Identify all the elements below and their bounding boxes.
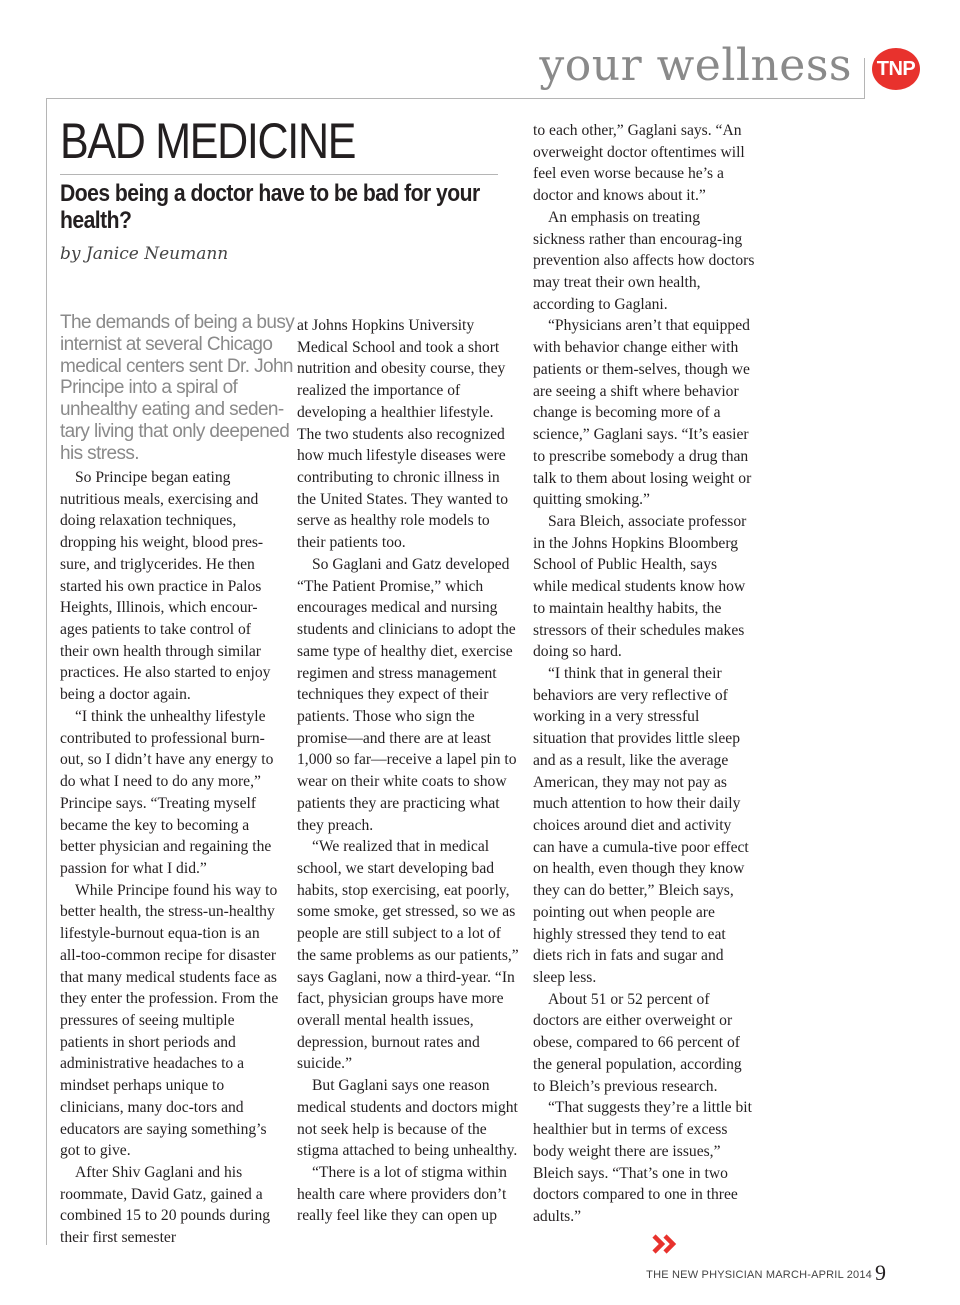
body-column-3 bbox=[533, 120, 755, 1228]
page-margin-rule bbox=[46, 98, 47, 1245]
body-column-1 bbox=[60, 467, 280, 1249]
page-number: 9 bbox=[875, 1260, 886, 1285]
header-rule bbox=[46, 98, 864, 99]
article-lede bbox=[60, 312, 295, 465]
paragraph: “Physicians aren’t that equipped with behavior change either with patients or them-selves, though we are seeing a shift where behavior change is becoming more of a science,” Gaglani says. “It’s easier to prescribe somebody a drug than talk to them about losing weight or quitting smoking.” bbox=[533, 317, 752, 509]
paragraph: “I think the unhealthy lifestyle contributed to professional burn-out, so I didn’t have any energy to do what I need to do any more,” Principe says. “Treating myself became the key to becoming a better physician and regaining the passion for what I did.” bbox=[60, 707, 274, 877]
paragraph: An emphasis on treating sickness rather than encourag-ing prevention also affects how doctors may treat their own health, according to Gaglani. bbox=[533, 208, 755, 313]
double-chevron-right-icon bbox=[650, 1232, 680, 1256]
paragraph: “We realized that in medical school, we start developing bad habits, stop exercising, eat poorly, some smoke, get stressed, so we as people are still subject to a lot of the same problems as our patients,” says Gaglani, now a third-year. “In fact, physician groups have more overall mental health issues, depression, burnout rates and suicide.” bbox=[297, 838, 519, 1073]
paragraph: While Principe found his way to better health, the stress-un-healthy lifestyle-burnout equa-tion is an all-too-common recipe for disaster that many medical students face as they enter the profession. From the pressures of seeing multiple patients in short periods and administrative headaches to a mindset perhaps unique to clinicians, many doc-tors and educators are saying something’s got to give. bbox=[60, 881, 279, 1160]
lede-line: unhealthy eating and seden- bbox=[60, 399, 284, 421]
lede-line: The demands of being a busy bbox=[60, 312, 295, 333]
body-column-2 bbox=[297, 315, 519, 1227]
paragraph: “That suggests they’re a little bit healthier but in terms of excess body weight there are issues,” Bleich says. “That’s one in two doctors compared to one in three adults.” bbox=[533, 1099, 752, 1225]
paragraph: So Principe began eating nutritious meals, exercising and doing relaxation techniques, dropping his weight, blood pres-sure, and triglycerides. He then started his own practice in Palos Heights, Illinois, which encour-ages patients to take control of their own health through similar practices. He also started to enjoy being a doctor again. bbox=[60, 469, 271, 704]
lede-line: Principe into a spiral of bbox=[60, 377, 238, 399]
footer-publication: THE NEW PHYSICIAN MARCH-APRIL 2014 bbox=[646, 1269, 872, 1281]
section-label: your wellness bbox=[539, 40, 852, 91]
paragraph: to each other,” Gaglani says. “An overweight doctor oftentimes will feel even worse because he’s a doctor and knows about it.” bbox=[533, 122, 745, 205]
paragraph: After Shiv Gaglani and his roommate, David Gatz, gained a combined 15 to 20 pounds during their first semester bbox=[60, 1164, 271, 1247]
header-rule-vertical bbox=[864, 58, 865, 99]
paragraph: “I think that in general their behaviors are very reflective of working in a very stressful situation that provides little sleep and as a result, like the average American, they may not pay as much attention to how their daily choices around diet and activity can have a cumula-tive poor effect on health, even though they know they can do better,” Bleich says, pointing out when people are highly stressed they tend to eat diets rich in fats and sugar and sleep less. bbox=[533, 664, 749, 987]
tnp-logo-badge: TNP bbox=[872, 48, 920, 90]
paragraph: “There is a lot of stigma within health care where providers don’t really feel like they can open up bbox=[297, 1164, 507, 1225]
paragraph: About 51 or 52 percent of doctors are either overweight or obese, compared to 66 percent of the general population, according to Bleich’s previous research. bbox=[533, 990, 742, 1095]
lede-line: internist at several Chicago bbox=[60, 333, 273, 355]
lede-line: tary living that only deepened bbox=[60, 420, 290, 442]
lede-line: his stress. bbox=[60, 442, 139, 464]
paragraph: So Gaglani and Gatz developed “The Patient Promise,” which encourages medical and nursing students and clinicians to adopt the same type of healthy diet, exercise regimen and stress management techniques they expect of their patients. Those who sign the promise—and there are at least 1,000 so far—receive a lapel pin to wear on their white coats to show patients they are practicing what they preach. bbox=[297, 555, 517, 834]
lede-line: medical centers sent Dr. John bbox=[60, 355, 293, 377]
article-title: BAD MEDICINE bbox=[60, 113, 356, 169]
paragraph: Sara Bleich, associate professor in the Johns Hopkins Bloomberg School of Public Health, says while medical students know how to maintain healthy habits, the stressors of their schedules makes doing so hard. bbox=[533, 512, 747, 661]
article-byline: by Janice Neumann bbox=[60, 244, 229, 264]
paragraph: at Johns Hopkins University Medical School and took a short nutrition and obesity course, they realized the importance of developing a healthier lifestyle. The two students also recognized how much lifestyle diseases were contributing to chronic illness in the United States. They wanted to serve as healthy role models to their patients too. bbox=[297, 317, 509, 552]
paragraph: But Gaglani says one reason medical students and doctors might not seek help is because of the stigma attached to being unhealthy. bbox=[297, 1077, 518, 1160]
title-rule bbox=[60, 174, 498, 175]
article-subtitle: Does being a doctor have to be bad for your health? bbox=[60, 180, 480, 234]
